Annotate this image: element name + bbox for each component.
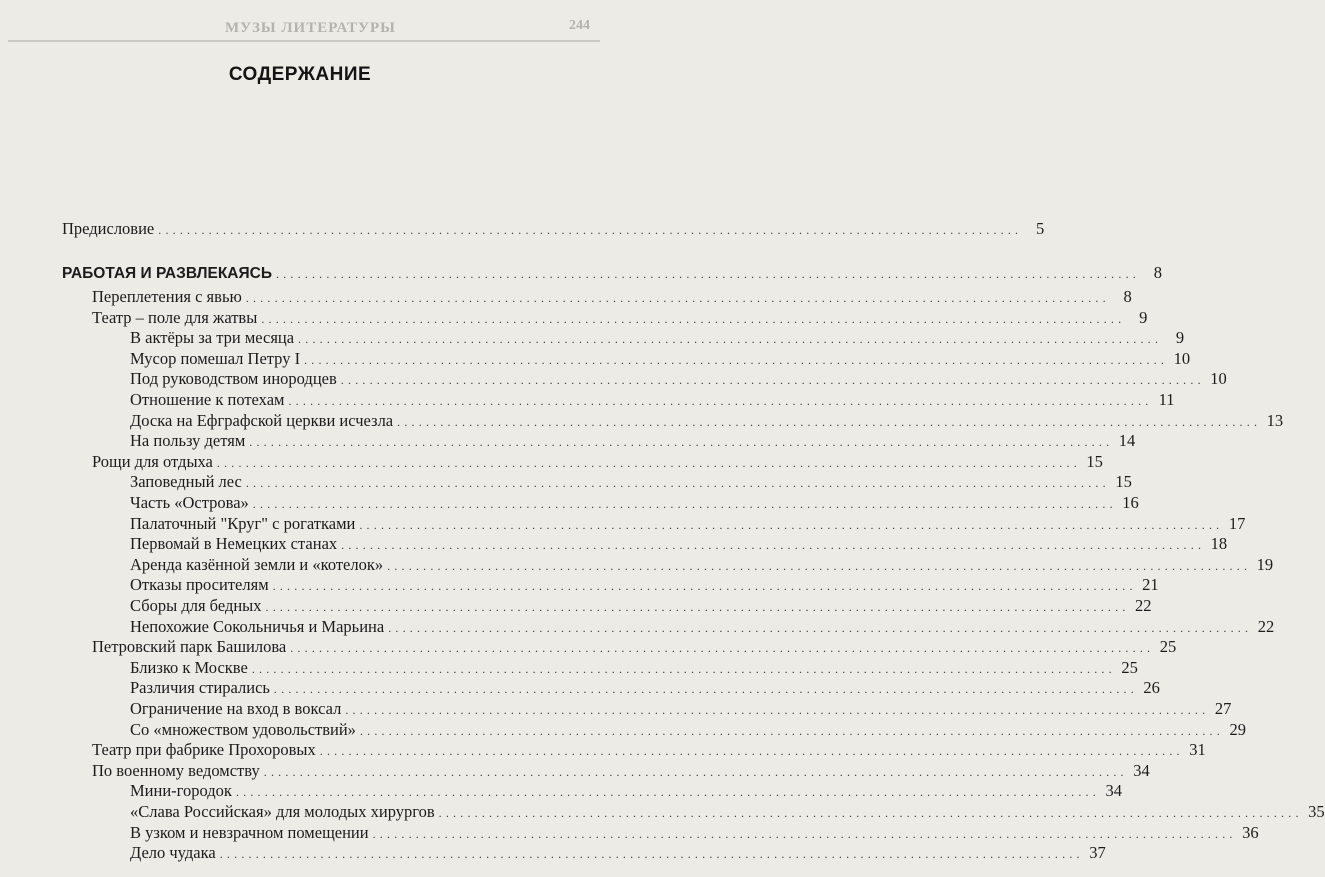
toc-entry[interactable]: [62, 262, 1162, 284]
toc-entry-title: Доска на Ефграфской церкви исчезла: [130, 410, 397, 432]
toc-entry-page-number: 35: [1303, 801, 1325, 823]
toc-entry-title: Театр – поле для жатвы: [92, 307, 261, 329]
toc-entry-page-number: 36: [1237, 822, 1259, 844]
dot-leader: ........................................................................................................................: [290, 641, 1155, 656]
toc-entry[interactable]: [130, 430, 1136, 452]
dot-leader: ........................................................................................................................: [272, 579, 1137, 594]
dot-leader: ........................................................................................................................: [261, 311, 1126, 326]
toc-entry-page-number: 16: [1117, 492, 1139, 514]
toc-entry-title: На пользу детям: [130, 430, 249, 452]
toc-entry-title: По военному ведомству: [92, 760, 264, 782]
toc-entry-page-number: 5: [1022, 218, 1044, 240]
toc-entry-title: Отказы просителям: [130, 574, 273, 596]
toc-entry-page-number: 10: [1205, 368, 1227, 390]
toc-entry[interactable]: [130, 657, 1138, 679]
toc-entry-title: Аренда казённой земли и «котелок»: [130, 554, 387, 576]
toc-entry-page-number: 8: [1140, 262, 1162, 284]
dot-leader: ........................................................................................................................: [388, 620, 1253, 635]
dot-leader: ........................................................................................................................: [438, 806, 1303, 820]
toc-entry-page-number: 8: [1110, 286, 1132, 308]
toc-entry-title: Отношение к потехам: [130, 389, 288, 411]
toc-entry-page-number: 10: [1168, 348, 1190, 370]
toc-entry-page-number: 27: [1209, 698, 1231, 720]
toc-entry[interactable]: [130, 389, 1175, 411]
toc-entry[interactable]: [130, 822, 1259, 844]
toc-entry-page-number: 17: [1223, 513, 1245, 535]
dot-leader: ........................................................................................................................: [235, 785, 1100, 800]
dot-leader: ........................................................................................................................: [341, 538, 1206, 553]
dot-leader: ........................................................................................................................: [245, 291, 1110, 305]
toc-entry[interactable]: [130, 595, 1152, 617]
toc-entry[interactable]: [92, 760, 1150, 782]
toc-entry-page-number: 34: [1100, 780, 1122, 802]
toc-entry-page-number: 14: [1113, 430, 1135, 452]
toc-entry[interactable]: [130, 554, 1274, 576]
toc-entry-title: Под руководством инородцев: [130, 368, 341, 390]
toc-entry-title: Дело чудака: [130, 842, 220, 864]
toc-entry-title: Театр при фабрике Прохоровых: [92, 739, 320, 761]
dot-leader: ........................................................................................................................: [265, 600, 1130, 614]
dot-leader: ........................................................................................................................: [298, 332, 1163, 347]
bleed-through-header: МУЗЫ ЛИТЕРАТУРЫ: [225, 20, 396, 36]
toc-entry[interactable]: [130, 327, 1185, 349]
toc-entry-page-number: 21: [1137, 574, 1159, 596]
toc-entry[interactable]: [130, 780, 1122, 802]
toc-entry[interactable]: [130, 842, 1106, 864]
toc-entry[interactable]: [62, 218, 1045, 240]
dot-leader: ........................................................................................................................: [249, 435, 1114, 450]
dot-leader: ........................................................................................................................: [359, 723, 1224, 738]
toc-entry-page-number: 18: [1205, 533, 1227, 555]
toc-entry-title: Предисловие: [62, 218, 158, 240]
toc-entry-title: Первомай в Немецких станах: [130, 533, 341, 555]
dot-leader: ........................................................................................................................: [251, 661, 1116, 676]
toc-entry[interactable]: [92, 307, 1148, 329]
dot-leader: ........................................................................................................................: [397, 414, 1262, 429]
toc-entry-page-number: 25: [1116, 657, 1138, 679]
toc-entry-title: Близко к Москве: [130, 657, 252, 679]
toc-entry[interactable]: [130, 471, 1132, 493]
dot-leader: ........................................................................................................................: [252, 497, 1117, 511]
bleed-through-page-number: 244: [569, 18, 590, 33]
dot-leader: ........................................................................................................................: [245, 476, 1110, 491]
toc-entry-page-number: 15: [1081, 451, 1103, 473]
toc-entry[interactable]: [130, 410, 1284, 432]
toc-entry-title: Различия стирались: [130, 677, 274, 699]
dot-leader: ........................................................................................................................: [304, 352, 1169, 367]
toc-entry-title: Часть «Острова»: [130, 492, 253, 514]
dot-leader: ........................................................................................................................: [263, 764, 1128, 779]
dot-leader: ........................................................................................................................: [387, 558, 1252, 573]
toc-entry[interactable]: [92, 739, 1206, 761]
toc-entry[interactable]: [130, 348, 1191, 370]
toc-entry-page-number: 22: [1130, 595, 1152, 617]
toc-entry[interactable]: [130, 513, 1246, 535]
toc-entry-title: РАБОТАЯ И РАЗВЛЕКАЯСЬ: [62, 263, 276, 285]
toc-entry-page-number: 26: [1138, 677, 1160, 699]
toc-entry-title: Петровский парк Башилова: [92, 636, 290, 658]
toc-entry-title: Ограничение на вход в воксал: [130, 698, 345, 720]
dot-leader: ........................................................................................................................: [158, 223, 1023, 237]
toc-entry-title: Сборы для бедных: [130, 595, 266, 617]
dot-leader: ........................................................................................................................: [219, 847, 1084, 862]
toc-entry[interactable]: [130, 574, 1159, 596]
toc-entry-title: Непохожие Сокольничья и Марьина: [130, 616, 388, 638]
toc-entry-page-number: 11: [1152, 389, 1174, 411]
toc-entry-page-number: 31: [1184, 739, 1206, 761]
toc-entry-title: Палаточный "Круг" с рогатками: [130, 513, 359, 535]
toc-entry[interactable]: [92, 636, 1177, 658]
dot-leader: ........................................................................................................................: [345, 703, 1210, 717]
toc-entry-title: Со «множеством удовольствий»: [130, 719, 360, 741]
dot-leader: ........................................................................................................................: [273, 682, 1138, 697]
toc-entry-page-number: 29: [1224, 719, 1246, 741]
toc-entry[interactable]: [92, 286, 1132, 308]
toc-entry-page-number: 19: [1251, 554, 1273, 576]
toc-entry[interactable]: [130, 533, 1228, 555]
toc-entry-title: Рощи для отдыха: [92, 451, 217, 473]
dot-leader: ........................................................................................................................: [275, 267, 1140, 281]
dot-leader: ........................................................................................................................: [216, 455, 1081, 470]
toc-entry[interactable]: [130, 616, 1275, 638]
toc-entry-page-number: 22: [1252, 616, 1274, 638]
dot-leader: ........................................................................................................................: [359, 517, 1224, 532]
toc-entry[interactable]: [130, 698, 1232, 720]
header-rule: [8, 40, 600, 42]
toc-entry[interactable]: [130, 492, 1139, 514]
toc-entry-title: Переплетения с явью: [92, 286, 246, 308]
dot-leader: ........................................................................................................................: [372, 826, 1237, 841]
dot-leader: ........................................................................................................................: [319, 744, 1184, 759]
toc-entry-title: Мини-городок: [130, 780, 236, 802]
page-title: СОДЕРЖАНИЕ: [228, 64, 372, 85]
toc-entry-page-number: 15: [1110, 471, 1132, 493]
toc-entry-title: «Слава Российская» для молодых хирургов: [130, 801, 439, 823]
toc-entry-title: В актёры за три месяца: [130, 327, 298, 349]
toc-entry-title: Заповедный лес: [130, 471, 246, 493]
toc-entry-page-number: 37: [1084, 842, 1106, 864]
toc-entry[interactable]: [130, 368, 1227, 390]
dot-leader: ........................................................................................................................: [340, 373, 1205, 388]
toc-entry-page-number: 25: [1154, 636, 1176, 658]
toc-entry-page-number: 34: [1128, 760, 1150, 782]
toc-entry[interactable]: [130, 801, 1325, 823]
dot-leader: ........................................................................................................................: [288, 394, 1153, 408]
toc-entry-title: В узком и невзрачном помещении: [130, 822, 373, 844]
toc-entry-page-number: 13: [1261, 410, 1283, 432]
toc-entry[interactable]: [92, 451, 1103, 473]
toc-entry-page-number: 9: [1125, 307, 1147, 329]
toc-entry-page-number: 9: [1162, 327, 1184, 349]
toc-entry-title: Мусор помешал Петру I: [130, 348, 304, 370]
toc-entry[interactable]: [130, 677, 1160, 699]
toc-entry[interactable]: [130, 719, 1246, 741]
